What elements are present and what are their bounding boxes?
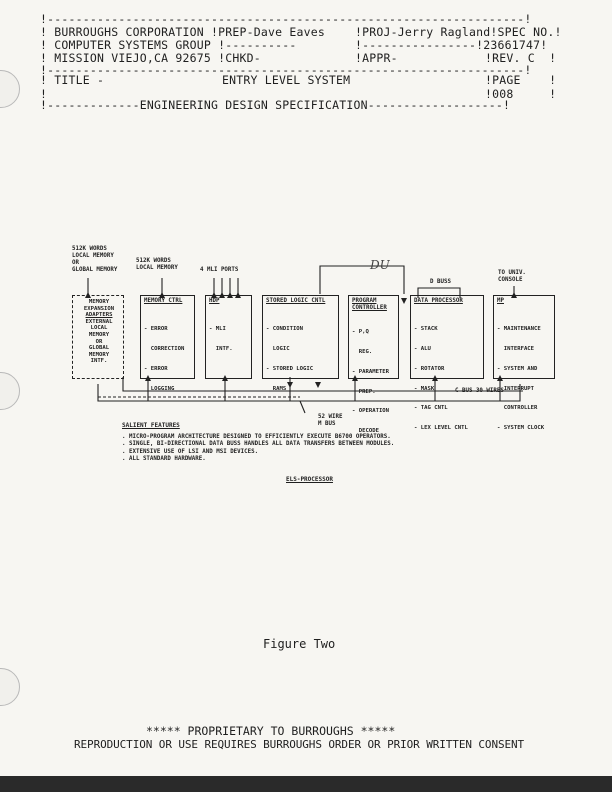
block-item: - P,Q: [352, 329, 369, 336]
block-item: CORRECTION: [144, 345, 185, 352]
scan-bottom-edge: [0, 776, 612, 792]
block-item: INTF.: [209, 345, 233, 352]
block-title: PROGRAM CONTROLLER: [352, 298, 387, 311]
local-memory-label: 512K WORDS LOCAL MEMORY: [136, 258, 178, 271]
proj-field: PROJ-Jerry Ragland: [362, 25, 491, 39]
memory-expansion-block: [72, 295, 124, 379]
salient-item: . SINGLE, BI-DIRECTIONAL DATA BUSS HANDLES ALL DATA TRANSFERS BETWEEN MODULES.: [122, 441, 395, 448]
salient-heading: SALIENT FEATURES: [122, 422, 180, 429]
handwritten-initials: DU: [370, 258, 390, 272]
rev-cell: !REV. C !: [485, 51, 557, 65]
document-title: ENTRY LEVEL SYSTEM: [222, 73, 351, 87]
mp-items: [497, 313, 544, 445]
header-row-3: ! MISSION VIEJO,CA 92675 !CHKD-: [40, 51, 261, 65]
title-label: TITLE -: [54, 73, 105, 87]
block-item: - STORED LOGIC: [266, 365, 314, 372]
prep-field: PREP-Dave Eaves: [218, 25, 325, 39]
block-item: DECODE: [352, 428, 379, 435]
data-processor-items: [414, 313, 468, 445]
block-title: DATA PROCESSOR: [414, 298, 463, 304]
block-item: - ERROR: [144, 365, 168, 372]
page-label: PAGE: [492, 73, 521, 87]
hdp-block: [205, 295, 252, 379]
block-item: MEMORY: [88, 351, 110, 358]
block-item: GLOBAL: [88, 345, 110, 352]
program-controller-block: [348, 295, 399, 435]
proprietary-notice: ***** PROPRIETARY TO BURROUGHS *****: [146, 724, 396, 738]
block-item: INTERFACE: [497, 345, 535, 352]
block-title: HDP: [209, 298, 220, 304]
page-number: 008: [492, 87, 514, 101]
header-rule-mid: !-------------------------------------------------------------------!: [40, 63, 532, 77]
salient-item: . MICRO-PROGRAM ARCHITECTURE DESIGNED TO EFFICIENTLY EXECUTE B6700 OPERATORS.: [122, 434, 391, 440]
m-bus-label: 52 WIRE M BUS: [318, 414, 343, 427]
block-item: MEMORY: [88, 299, 110, 305]
header-rule-top: !-------------------------------------------------------------------!: [40, 12, 532, 26]
block-item: CONTROLLER: [497, 405, 538, 412]
mli-ports-label: 4 MLI PORTS: [200, 267, 239, 273]
company-division: COMPUTER SYSTEMS GROUP: [54, 38, 211, 52]
global-memory-label: 512K WORDS LOCAL MEMORY OR GLOBAL MEMORY: [72, 246, 118, 273]
block-item: - TAG CNTL: [414, 405, 448, 412]
block-item: - STACK: [414, 326, 438, 333]
salient-list: [122, 434, 394, 464]
block-item: - MASK: [414, 385, 435, 392]
company-name: BURROUGHS CORPORATION: [54, 25, 204, 39]
memory-expansion-items: [76, 299, 122, 365]
salient-features: [122, 422, 394, 464]
appr-field: APPR-: [362, 51, 398, 65]
block-item: - ERROR: [144, 326, 168, 333]
mp-block: [493, 295, 555, 432]
block-item: PREP.: [352, 388, 376, 395]
block-item: - CONDITION: [266, 326, 304, 333]
page-number-cell: !008 !: [485, 87, 557, 101]
reproduction-notice: REPRODUCTION OR USE REQUIRES BURROUGHS ORDER OR PRIOR WRITTEN CONSENT: [74, 738, 525, 751]
company-address: MISSION VIEJO,CA 92675: [54, 51, 211, 65]
appr-cell: !APPR-: [355, 51, 398, 65]
c-bus-label: C BUS 30 WIRES: [455, 388, 504, 394]
block-title: MP: [497, 298, 504, 304]
block-title: STORED LOGIC CNTL: [266, 298, 326, 304]
block-item: ADAPTERS: [85, 312, 113, 319]
block-item: - ALU: [414, 345, 431, 352]
block-title: MEMORY CTRL: [144, 298, 183, 304]
figure-caption: Figure Two: [263, 637, 336, 651]
title-row-2: !: [40, 87, 48, 101]
spec-label: SPEC NO.: [497, 25, 555, 39]
block-item: - LEX LEVEL CNTL: [414, 425, 468, 432]
stored-logic-cntl-block: [262, 295, 339, 392]
block-item: REG.: [352, 348, 373, 355]
header-row-1: ! BURROUGHS CORPORATION !PREP-Dave Eaves: [40, 25, 325, 39]
rev-field: REV. C: [492, 51, 535, 65]
block-item: MEMORY: [88, 331, 110, 338]
univ-console-label: TO UNIV. CONSOLE: [498, 270, 526, 283]
block-item: INTF.: [90, 358, 108, 365]
header-row-2: ! COMPUTER SYSTEMS GROUP !----------: [40, 38, 297, 52]
banner-text: ENGINEERING DESIGN SPECIFICATION: [139, 98, 368, 112]
stored-logic-items: [266, 313, 313, 405]
spec-number: 23661747: [483, 38, 541, 52]
block-item: INTERRUPT: [497, 385, 535, 392]
block-item: - ROTATOR: [414, 365, 445, 372]
block-item: - PARAMETER: [352, 368, 390, 375]
block-item: EXPANSION: [83, 305, 115, 312]
chkd-field: CHKD-: [225, 51, 261, 65]
memory-ctrl-items: [144, 313, 184, 405]
block-item: LOCAL: [90, 325, 108, 332]
block-item: - SYSTEM CLOCK: [497, 425, 545, 432]
block-item: EXTERNAL: [85, 318, 113, 325]
proj-cell: !PROJ-Jerry Ragland!SPEC NO.!: [355, 25, 562, 39]
d-bus-label: D BUSS: [430, 279, 451, 285]
block-item: LOGGING: [144, 385, 175, 392]
title-row: ! TITLE -: [40, 73, 105, 87]
block-item: - SYSTEM AND: [497, 365, 538, 372]
page-label-cell: !PAGE !: [485, 73, 557, 87]
block-item: - MAINTENANCE: [497, 326, 541, 333]
salient-item: . EXTENSIVE USE OF LSI AND MSI DEVICES.: [122, 448, 259, 455]
diagram-caption: ELS-PROCESSOR: [286, 476, 333, 483]
hdp-items: [209, 313, 233, 366]
header-rule-bottom: !-------------ENGINEERING DESIGN SPECIFICATION-------------------!: [40, 98, 511, 112]
block-item: - OPERATION: [352, 408, 390, 415]
block-item: - MLI: [209, 326, 226, 333]
block-item: LOGIC: [266, 345, 290, 352]
spec-number-cell: !----------------!23661747!: [355, 38, 548, 52]
memory-ctrl-block: [140, 295, 195, 392]
block-item: OR: [95, 338, 103, 345]
salient-item: . ALL STANDARD HARDWARE.: [122, 456, 206, 463]
block-item: RAMS: [266, 385, 287, 392]
